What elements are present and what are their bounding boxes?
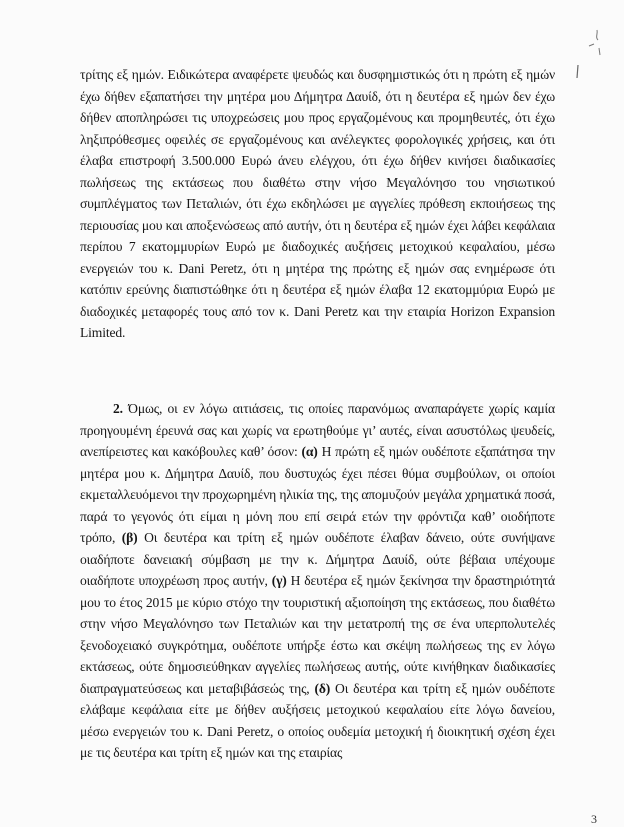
pen-mark: [586, 28, 604, 58]
page-number: 3: [591, 812, 597, 826]
paragraph-2-segment-5: Οι δευτέρα και τρίτη εξ ημών ουδέποτε ελάβαμε κεφάλαια είτε με δήθεν αυξήσεις μετοχικού κεφαλαίου είτε λόγω δανείου, μέσω ενεργειών του κ. Dani Peretz, ο οποίος ουδεμία μετοχική ή διοικητική σχέση έχει με τις δευτέρα και τρίτη εξ ημών και της εταιρίας: [80, 680, 555, 760]
paragraph-2-segment-3: Οι δευτέρα και τρίτη εξ ημών ουδέποτε έλαβαν δάνειο, ούτε συνήψανε οιαδήποτε δανειακή σύμβαση με την κ. Δήμητρα Δαυίδ, ούτε βέβαια υπέχουμε οιαδήποτε υποχρέωση προς αυτήν,: [80, 530, 555, 588]
paragraph-2-segment-1: Όμως, οι εν λόγω αιτιάσεις, τις οποίες παρανόμως αναπαράγετε χωρίς καμία προηγουμένη έρευνά σας και χωρίς να ερωτηθούμε γι’ αυτές, είναι ασυστόλως ψευδείς, ανεπίρειστες και κακόβουλες καθ’ όσον:: [80, 401, 555, 459]
paragraph-2-segment-2: Η πρώτη εξ ημών ουδέποτε εξαπάτησα την μητέρα μου κ. Δήμητρα Δαυίδ, που δυστυχώς έχει πέσει θύμα συμβούλων, οι οποίοι εκμεταλλευόμενοι την προχωρημένη ηλικία της, της απομυζούν μεγάλα χρηματικά ποσά, παρά το γεγονός ότι είμαι η μόνη που επί σειρά ετών την φρόντιζα καθ’ οιοδήποτε τρόπο,: [80, 444, 555, 545]
point-marker-d: (δ): [314, 680, 331, 696]
point-marker-b: (β): [121, 530, 138, 545]
point-marker-a: (α): [301, 444, 318, 459]
point-marker-c: (γ): [271, 573, 287, 588]
paragraph-number: 2.: [113, 401, 123, 416]
paragraph-2-segment-4: Η δευτέρα εξ ημών ξεκίνησα την δραστηριότητά μου το έτος 2015 με κύριο στόχο την τουριστική αξιοποίηση της εκτάσεως, που διαθέτω στην νήσο Μεγαλόνησο των Πεταλιών και την μετατροπή της σε ένα υπερπολυτελές ξενοδοχειακό συγκρότημα, ουδέποτε υπήρξε έστω και σκέψη πωλήσεως της εν λόγω εκτάσεως, ούτε δημοσιεύθηκαν αγγελίες πωλήσεως αυτής, ούτε κινήθηκαν διαδικασίες διαπραγματεύσεως και μεταβιβάσεώς της,: [80, 573, 556, 696]
paragraph-1: [80, 64, 555, 344]
paragraph-1-text: τρίτης εξ ημών. Ειδικώτερα αναφέρετε ψευδώς και δυσφημιστικώς ότι η πρώτη εξ ημών έχω δήθεν εξαπατήσει την μητέρα μου Δήμητρα Δαυίδ, ότι η δευτέρα εξ ημών δεν έχω δήθεν αποπληρώσει τις υποχρεώσεις μου προς εργαζομένους και προμηθευτές, ότι έχω ληξιπρόθεσμες οφειλές σε εργαζομένους και ανέλεγκτες φορολογικές χρήσεις, και ότι έλαβα επιστροφή 3.500.000 Ευρώ άνευ ελέγχου, ότι έχω δήθεν κινήσει διαδικασίες πωλήσεως της εκτάσεως που διαθέτω στην νήσο Μεγαλόνησο του νησιωτικού συμπλέγματος των Πεταλιών, ότι έχω εκδηλώσει με αγγελίες πρόθεση εκποιήσεως της περιουσίας μου και αποξενώσεως από αυτήν, ότι η δευτέρα εξ ημών έχει λάβει κεφάλαια περίπου 7 εκατομμυρίων Ευρώ με διαδοχικές αυξήσεις μετοχικού κεφαλαίου, μέσω ενεργειών του κ. Dani Peretz, ότι η μητέρα της πρώτης εξ ημών σας ενημέρωσε ότι κατόπιν ερεύνης διαπιστώθηκε ότι η δευτέρα εξ ημών έλαβα 12 εκατομμύρια Ευρώ με διαδοχικές μεταφορές τους από τον κ. Dani Peretz και την εταιρία Horizon Expansion Limited.: [80, 67, 555, 340]
paragraph-2: [80, 398, 555, 764]
paragraph-2-text: [80, 398, 555, 764]
pen-mark: [573, 64, 583, 80]
